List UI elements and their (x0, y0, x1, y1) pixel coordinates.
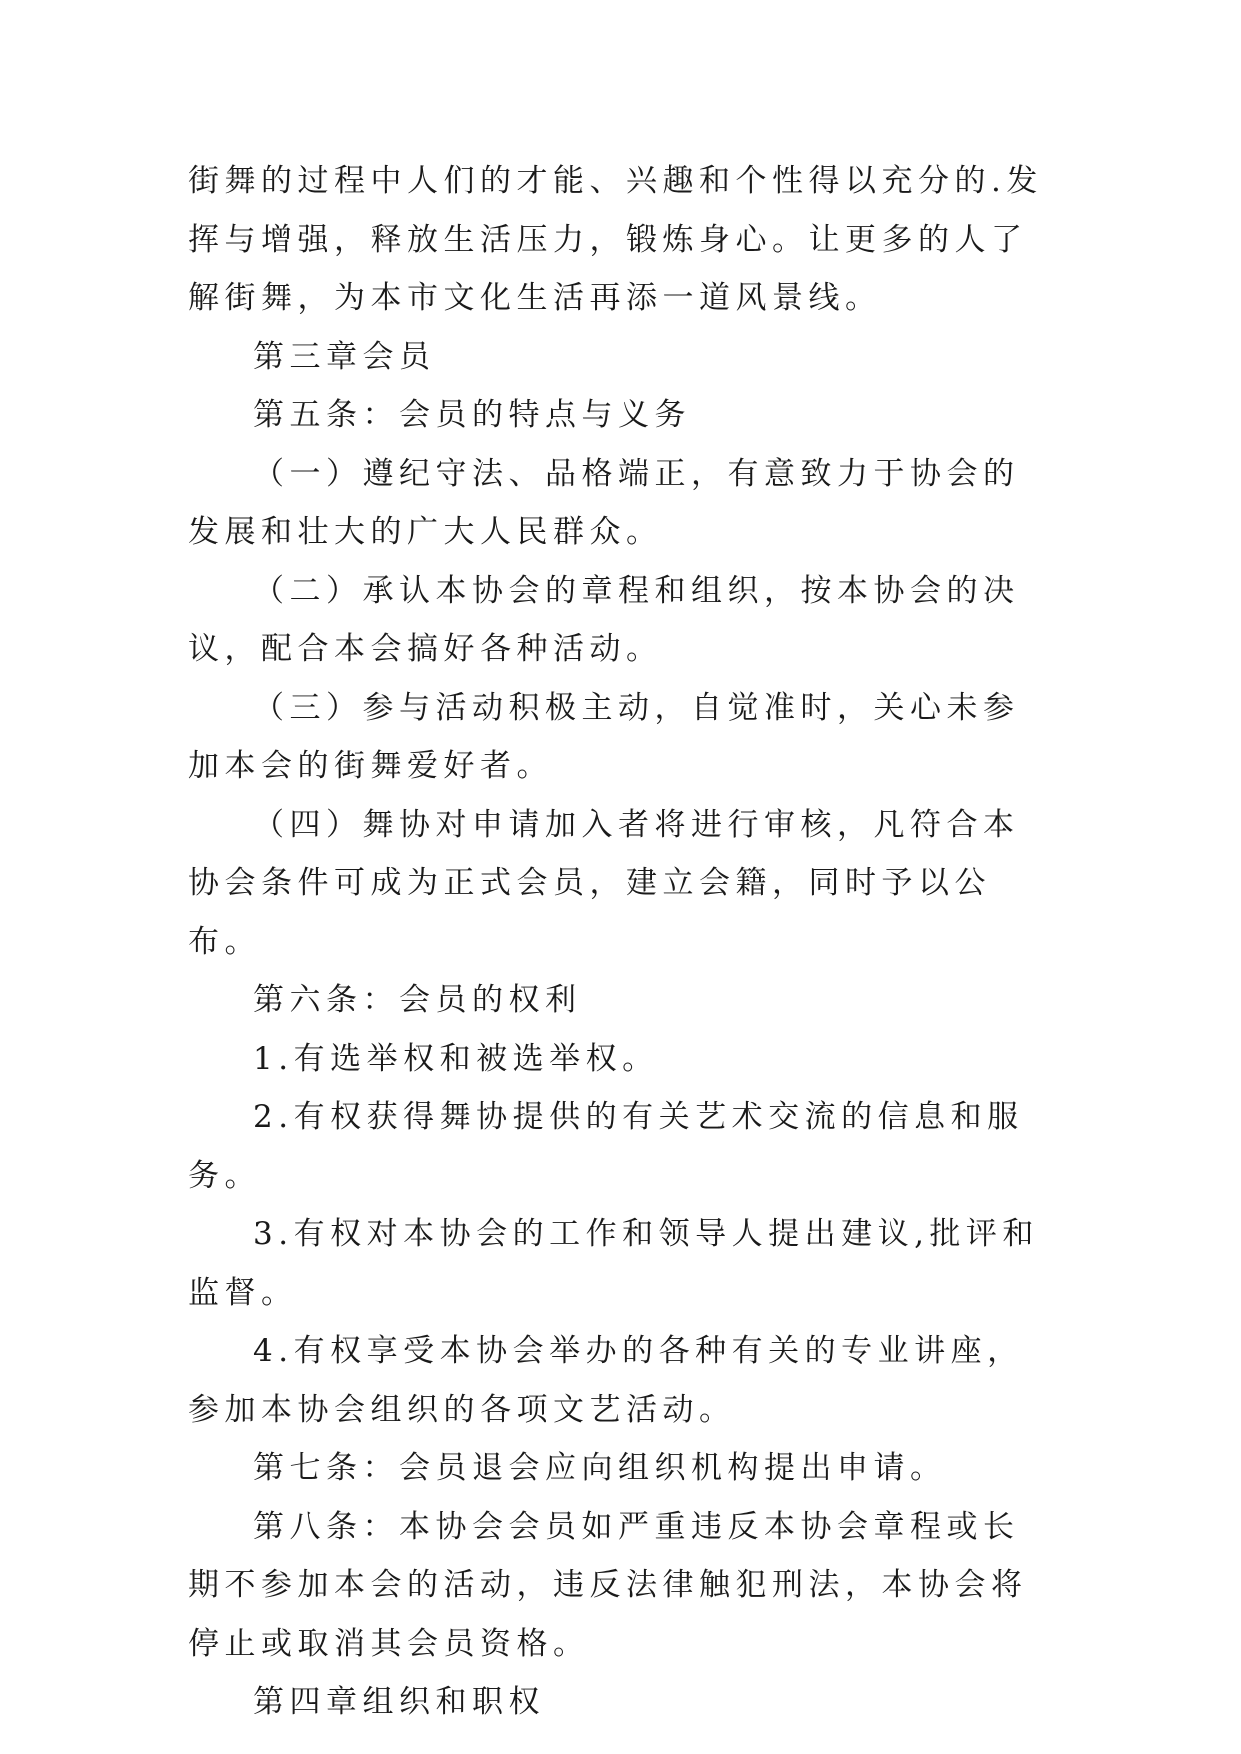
article-6-item-1: 1.有选举权和被选举权。 (253, 1040, 659, 1077)
article-6-item-2: 2.有权获得舞协提供的有关艺术交流的信息和服务。 (188, 1099, 1024, 1194)
article-6-item-4: 4.有权享受本协会举办的各种有关的专业讲座，参加本协会组织的各项文艺活动。 (188, 1333, 1024, 1428)
article-6-heading: 第六条：会员的权利 (253, 982, 582, 1018)
chapter-heading-4: 第四章组织和职权 (253, 1684, 545, 1720)
paragraph-continuation: 街舞的过程中人们的才能、兴趣和个性得以充分的.发挥与增强，释放生活压力，锻炼身心。让更多的人了解街舞，为本市文化生活再添一道风景线。 (188, 163, 1043, 316)
article-5-heading: 第五条：会员的特点与义务 (253, 397, 691, 433)
chapter-heading-3: 第三章会员 (253, 338, 436, 375)
article-5-item-4: （四）舞协对申请加入者将进行审核，凡符合本协会条件可成为正式会员，建立会籍，同时予以公布。 (188, 806, 1020, 960)
article-8: 第八条：本协会会员如严重违反本协会章程或长期不参加本会的活动，违反法律触犯刑法，本协会将停止或取消其会员资格。 (188, 1508, 1028, 1662)
article-5-item-2: （二）承认本协会的章程和组织，按本协会的决议，配合本会搞好各种活动。 (188, 572, 1020, 667)
article-5-item-3: （三）参与活动积极主动，自觉准时，关心未参加本会的街舞爱好者。 (188, 689, 1020, 784)
article-6-item-3: 3.有权对本协会的工作和领导人提出建议,批评和监督。 (188, 1216, 1039, 1311)
document-body (188, 152, 1050, 1732)
article-5-item-1: （一）遵纪守法、品格端正，有意致力于协会的发展和壮大的广大人民群众。 (188, 455, 1020, 550)
article-7: 第七条：会员退会应向组织机构提出申请。 (253, 1450, 947, 1486)
